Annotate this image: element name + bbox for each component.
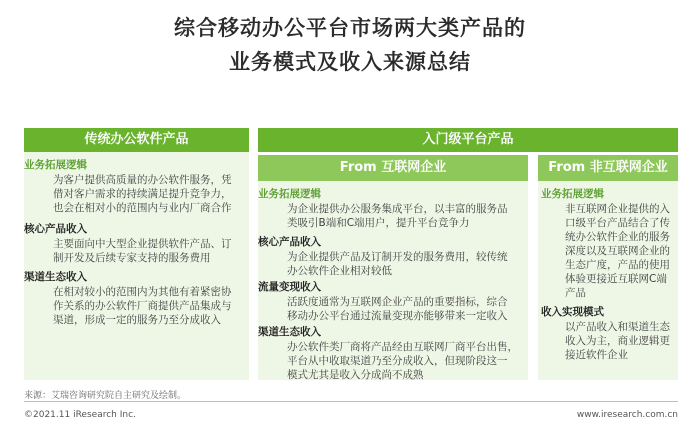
- right-section-1-line: 产品: [565, 287, 586, 299]
- right-section-1-line: 体验更接近互联网C端: [565, 273, 667, 285]
- right-section-2-line: 以产品收入和渠道生态: [565, 321, 670, 333]
- right-section-1: [538, 187, 678, 300]
- page-title-line2: 业务模式及收入来源总结: [229, 50, 471, 74]
- right-section-1-line: 统办公软件企业的服务: [565, 231, 670, 243]
- left-section-2-heading: 核心产品收入: [24, 223, 87, 235]
- right-section-1-line: 深度以及互联网企业的: [565, 245, 670, 257]
- left-section-3-line: 作关系的办公软件厂商提供产品集成与: [53, 300, 232, 312]
- left-section-1-line: 为客户提供高质量的办公软件服务，凭: [53, 174, 232, 186]
- source-note: 来源：艾瑞咨询研究院自主研究及绘制。: [24, 391, 187, 401]
- page-title-line1: 综合移动办公平台市场两大类产品的: [174, 16, 526, 40]
- left-section-1: [24, 158, 249, 215]
- right-section-1-line: 口级平台产品结合了传: [565, 217, 670, 229]
- middle-section-4-line: 模式尤其是收入分成尚不成熟: [287, 369, 424, 381]
- footer-divider: [24, 401, 678, 402]
- left-section-3-line: 在相对较小的范围内为其他有着紧密协: [53, 286, 232, 298]
- right-group-header-label: 入门级平台产品: [422, 132, 514, 147]
- middle-section-1-heading: 业务拓展逻辑: [258, 188, 321, 200]
- left-section-3: [24, 270, 249, 327]
- middle-section-1-line: 为企业提供办公服务集成平台，以丰富的服务品: [287, 203, 508, 215]
- footer-copyright: ©2021.11 iResearch Inc.: [24, 410, 136, 420]
- right-section-1-heading: 业务拓展逻辑: [541, 188, 604, 200]
- middle-section-1: [258, 187, 528, 230]
- middle-section-3-heading: 流量变现收入: [258, 281, 321, 293]
- right-group-header-bar: [258, 128, 678, 152]
- left-section-2-line: 制开发及后续专家支持的服务费用: [53, 252, 211, 264]
- left-section-3-line: 渠道，形成一定的服务乃至分成收入: [53, 314, 221, 326]
- left-header-bar: [24, 128, 249, 152]
- left-section-3-heading: 渠道生态收入: [24, 271, 87, 283]
- middle-section-3-line: 移动办公平台通过流量变现亦能够带来一定收入: [287, 310, 508, 322]
- left-section-1-heading: 业务拓展逻辑: [24, 159, 87, 171]
- middle-section-3-line: 活跃度通常为互联网企业产品的重要指标，综合: [287, 296, 508, 308]
- left-section-2-line: 主要面向中大型企业提供软件产品、订: [53, 238, 232, 250]
- right-header-label: From 非互联网企业: [548, 160, 668, 175]
- right-section-1-line: 非互联网企业提供的入: [565, 203, 670, 215]
- footer-website: www.iresearch.com.cn: [576, 410, 678, 420]
- middle-section-2-heading: 核心产品收入: [258, 236, 321, 248]
- left-section-1-line: 也会在相对小的范围内与业内厂商合作: [53, 202, 232, 214]
- left-header-label: 传统办公软件产品: [84, 132, 189, 147]
- right-section-2-line: 接近软件企业: [565, 349, 628, 361]
- middle-section-2-line: 为企业提供产品及订制开发的服务费用，较传统: [287, 251, 508, 263]
- right-section-1-line: 生态广度，产品的使用: [565, 259, 670, 271]
- middle-section-1-line: 类吸引B端和C端用户，提升平台竞争力: [287, 217, 470, 229]
- left-section-2: [24, 222, 249, 265]
- middle-section-3: [258, 280, 528, 323]
- middle-section-4: [258, 325, 528, 382]
- middle-header-label: From 互联网企业: [339, 160, 447, 175]
- middle-header-bar: [258, 155, 528, 181]
- left-section-1-line: 借对客户需求的持续满足提升竞争力，: [53, 188, 232, 200]
- middle-section-4-heading: 渠道生态收入: [258, 326, 321, 338]
- right-section-2-line: 收入为主，商业逻辑更: [565, 335, 670, 347]
- middle-section-2: [258, 235, 528, 278]
- middle-section-4-line: 平台从中收取渠道乃至分成收入，但现阶段这一: [287, 355, 508, 367]
- right-header-bar: [538, 155, 678, 181]
- right-section-2: [538, 305, 678, 362]
- middle-section-4-line: 办公软件类厂商将产品经由互联网厂商平台出售，: [287, 341, 518, 353]
- middle-section-2-line: 办公软件企业相对较低: [287, 265, 392, 277]
- right-section-2-heading: 收入实现模式: [541, 306, 604, 318]
